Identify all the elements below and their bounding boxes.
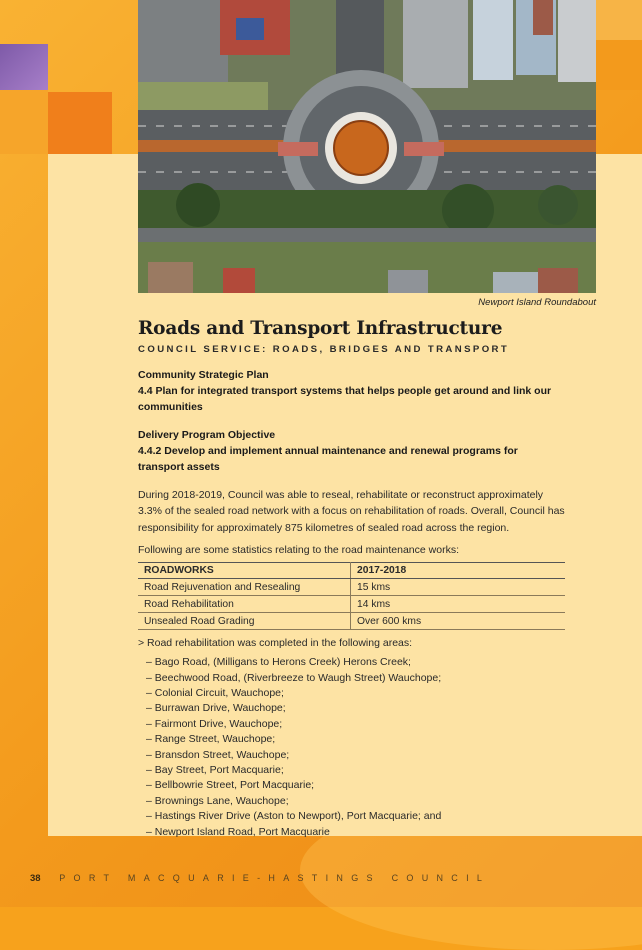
list-item: – Fairmont Drive, Wauchope; (146, 717, 283, 730)
statistics-intro: Following are some statistics relating to the road maintenance works: (138, 544, 459, 557)
main-content (138, 318, 565, 840)
list-item: – Brownings Lane, Wauchope; (146, 794, 289, 807)
photo-caption: Newport Island Roundabout (478, 297, 596, 308)
delivery-objective-text: 4.4.2 Develop and implement annual maintenance and renewal programs for transport assets (138, 445, 518, 473)
table-cell: Over 600 kms (351, 613, 566, 630)
table-cell: Unsealed Road Grading (138, 613, 351, 630)
delivery-objective-label: Delivery Program Objective (138, 429, 276, 441)
decorative-orange-square (48, 92, 112, 154)
roadworks-table (138, 562, 565, 630)
rehab-list (138, 655, 565, 840)
list-item: – Bago Road, (Milligans to Herons Creek) Herons Creek; (146, 656, 411, 669)
decorative-square (0, 90, 48, 154)
strategic-plan-label: Community Strategic Plan (138, 369, 269, 381)
table-cell: 14 kms (351, 596, 566, 613)
table-row (138, 613, 565, 630)
list-item: – Burrawan Drive, Wauchope; (146, 702, 286, 715)
roundabout-aerial-photo (138, 0, 596, 293)
list-item: – Range Street, Wauchope; (146, 733, 276, 746)
table-cell: Road Rehabilitation (138, 596, 351, 613)
table-cell: 15 kms (351, 579, 566, 596)
list-item: – Hastings River Drive (Aston to Newport), Port Macquarie; and (146, 810, 442, 823)
list-item: – Bransdon Street, Wauchope; (146, 748, 290, 761)
table-row (138, 596, 565, 613)
list-item: – Beechwood Road, (Riverbreeze to Waugh Street) Wauchope; (146, 671, 442, 684)
strategic-plan-text: 4.4 Plan for integrated transport systems that helps people get around and link our communities (138, 385, 552, 413)
strategic-plan-block (138, 367, 565, 415)
delivery-objective-block (138, 427, 565, 475)
column-header: ROADWORKS (138, 563, 351, 579)
table-row (138, 579, 565, 596)
body-paragraph: During 2018-2019, Council was able to reseal, rehabilitate or reconstruct approximately 3.3% of the sealed road network with a focus on rehabilitation of roads. Overall, Council has responsibility for approximately 875 kilometres of sealed road across the region. (138, 489, 565, 534)
corner-block-light (596, 0, 642, 40)
list-item: – Newport Island Road, Port Macquarie (146, 825, 330, 838)
rehab-intro: > Road rehabilitation was completed in the following areas: (138, 637, 413, 650)
list-item: – Bay Street, Port Macquarie; (146, 764, 284, 777)
column-header: 2017-2018 (351, 563, 566, 579)
table-header-row (138, 563, 565, 579)
table-cell: Road Rejuvenation and Resealing (138, 579, 351, 596)
list-item: – Colonial Circuit, Wauchope; (146, 687, 284, 700)
page-title: Roads and Transport Infrastructure (138, 318, 503, 339)
decorative-purple-square (0, 44, 48, 90)
list-item: – Bellbowrie Street, Port Macquarie; (146, 779, 315, 792)
page-footer (30, 873, 490, 884)
page-number: 38 (30, 873, 41, 884)
council-service-subtitle: COUNCIL SERVICE: ROADS, BRIDGES AND TRANSPORT (138, 344, 510, 355)
council-name: PORT MACQUARIE-HASTINGS COUNCIL (59, 873, 491, 883)
